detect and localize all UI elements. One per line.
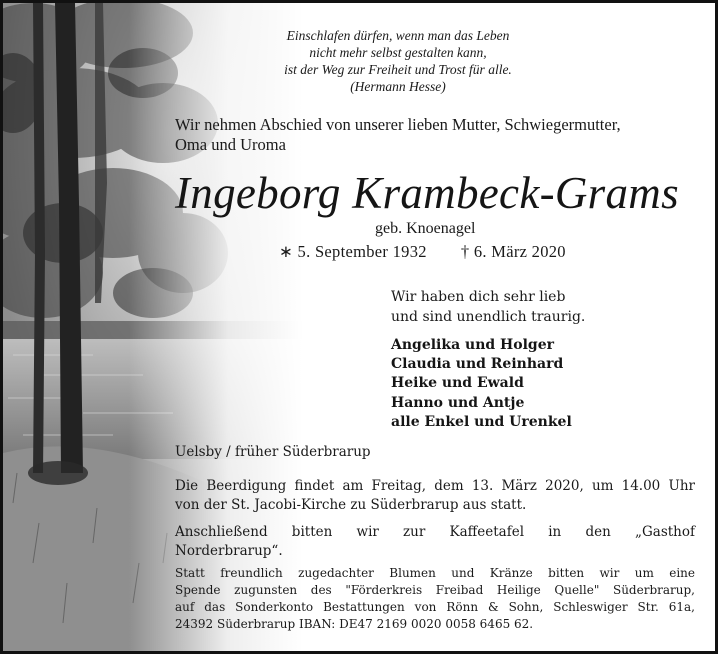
donation-line: Statt freundlich zugedachter Blumen und Kränze bitten wir um eine <box>175 566 695 580</box>
hesse-quote <box>253 27 543 95</box>
quote-line: ist der Weg zur Freiheit und Trost für alle. <box>284 62 512 77</box>
quote-line: Einschlafen dürfen, wenn man das Leben <box>286 28 510 43</box>
donation-line: 24392 Süderbrarup IBAN: DE47 2169 0020 0058 6465 62. <box>175 617 534 631</box>
mourner: Heike und Ewald <box>391 375 524 392</box>
coffee-reception-info <box>175 523 695 561</box>
grief-line: und sind unendlich traurig. <box>391 309 586 325</box>
maiden-name: geb. Knoenagel <box>375 220 476 237</box>
grief-message <box>391 287 585 327</box>
quote-line: nicht mehr selbst gestalten kann, <box>309 45 487 60</box>
place-line: Uelsby / früher Süderbrarup <box>175 444 371 460</box>
donation-line: auf das Sonderkonto Bestattungen von Rönn & Sohn, Schleswiger Str. 61a, <box>175 600 695 614</box>
mourner: Claudia und Reinhard <box>391 356 564 373</box>
quote-attribution: (Hermann Hesse) <box>350 79 446 94</box>
funeral-info <box>175 477 695 515</box>
mourner: alle Enkel und Urenkel <box>391 413 572 430</box>
funeral-line: Die Beerdigung findet am Freitag, dem 13. März 2020, um 14.00 Uhr <box>175 478 695 494</box>
donation-line: Spende zugunsten des "Förderkreis Freibad Heilige Quelle" Süderbrarup, <box>175 583 695 597</box>
grief-line: Wir haben dich sehr lieb <box>391 289 566 305</box>
donation-request <box>175 565 695 633</box>
intro-line: Oma und Uroma <box>175 135 286 154</box>
coffee-line: Norderbrarup“. <box>175 543 283 559</box>
life-dates <box>279 242 566 262</box>
intro-line: Wir nehmen Abschied von unserer lieben Mutter, Schwiegermutter, <box>175 115 621 134</box>
funeral-line: von der St. Jacobi-Kirche zu Süderbrarup aus statt. <box>175 497 527 513</box>
mourners-list <box>391 336 572 432</box>
mourner: Hanno und Antje <box>391 394 525 411</box>
farewell-intro <box>175 115 621 155</box>
death-date: † 6. März 2020 <box>460 242 566 261</box>
deceased-name: Ingeborg Krambeck-Grams <box>175 168 679 218</box>
birth-date: ∗ 5. September 1932 <box>279 242 427 261</box>
mourner: Angelika und Holger <box>391 337 554 353</box>
coffee-line: Anschließend bitten wir zur Kaffeetafel in den „Gasthof <box>175 524 695 540</box>
